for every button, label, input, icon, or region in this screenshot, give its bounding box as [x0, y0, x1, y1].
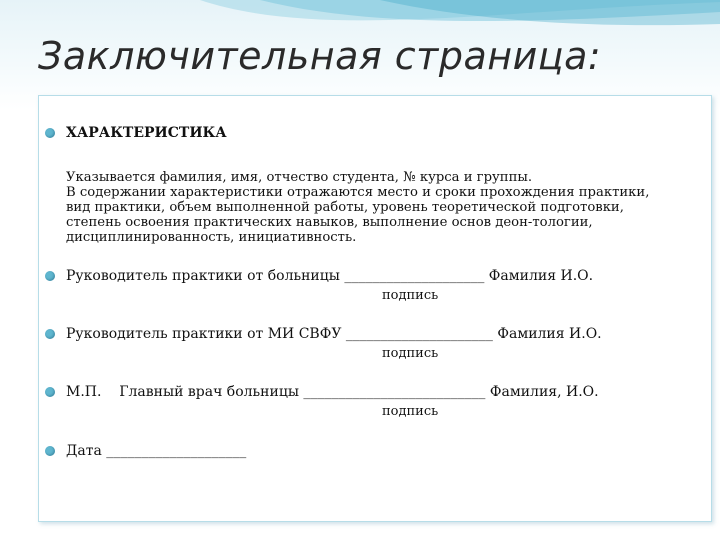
- signature-caption: подпись: [382, 346, 439, 361]
- paragraph-line: В содержании характеристики отражаются место и сроки прохождения практики,: [66, 185, 650, 200]
- section-heading: ХАРАКТЕРИСТИКА: [66, 125, 227, 141]
- bullet-icon: [45, 271, 55, 281]
- bullet-icon: [45, 387, 55, 397]
- section-paragraph: [66, 170, 686, 245]
- signature-caption: подпись: [382, 404, 439, 419]
- chief-physician-line: М.П. Главный врач больницы __________________________ Фамилия, И.О.: [66, 384, 599, 400]
- date-line: Дата ____________________: [66, 443, 247, 459]
- paragraph-line: дисциплинированность, инициативность.: [66, 230, 357, 245]
- bullet-icon: [45, 128, 55, 138]
- bullet-icon: [45, 329, 55, 339]
- signature-caption: подпись: [382, 288, 439, 303]
- paragraph-line: степень освоения практических навыков, выполнение основ деон-тологии,: [66, 215, 593, 230]
- page-title: Заключительная страница:: [38, 34, 602, 78]
- institute-supervisor-line: Руководитель практики от МИ СВФУ _____________________ Фамилия И.О.: [66, 326, 602, 342]
- hospital-supervisor-line: Руководитель практики от больницы ____________________ Фамилия И.О.: [66, 268, 594, 284]
- bullet-icon: [45, 446, 55, 456]
- paragraph-line: Указывается фамилия, имя, отчество студента, № курса и группы.: [66, 170, 533, 185]
- paragraph-line: вид практики, объем выполненной работы, уровень теоретической подготовки,: [66, 200, 624, 215]
